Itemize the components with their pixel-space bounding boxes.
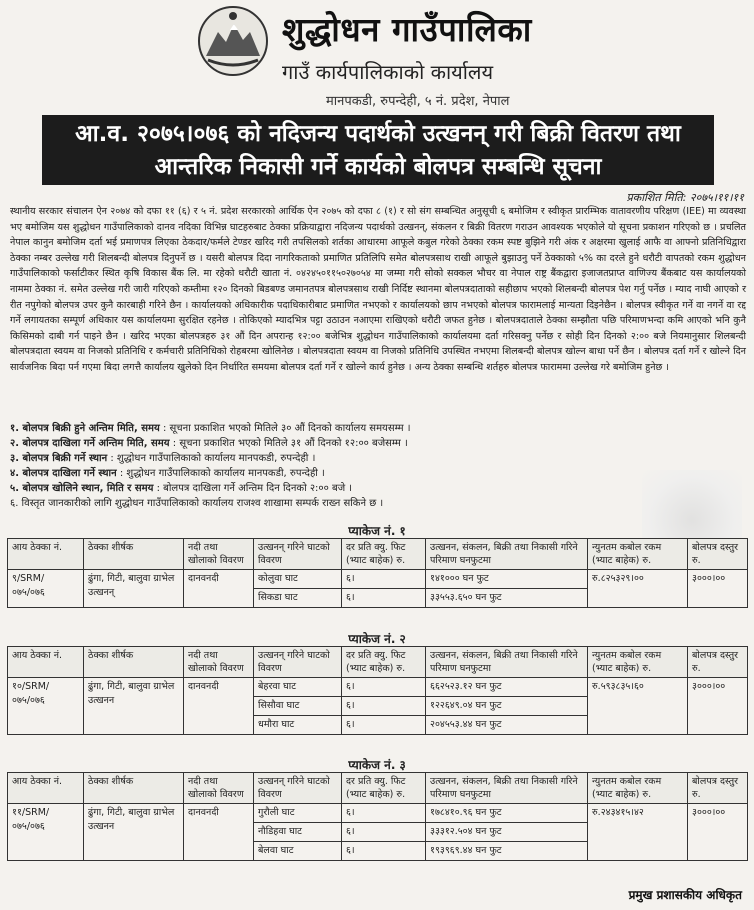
rate: ६। xyxy=(342,570,426,589)
point-item xyxy=(10,466,746,481)
col-header: उत्खनन् गरिने घाटको विवरण xyxy=(254,773,342,804)
min-bid: रु.२४३४१५।४२ xyxy=(588,804,688,861)
table-row xyxy=(8,678,748,697)
contract-title: ढुंगा, गिटी, बालुवा ग्राभेल उत्खनन xyxy=(84,804,184,861)
point-label: १. बोलपत्र बिक्री हुने अन्तिम मिति, समय xyxy=(10,423,160,434)
notice-banner xyxy=(42,115,714,185)
col-header: दर प्रति क्यु. फिट (भ्याट बाहेक) रु. xyxy=(342,647,426,678)
package-1-table xyxy=(7,538,748,608)
office-subtitle: गाउँ कार्यपालिकाको कार्यालय xyxy=(282,60,494,84)
package-3-title: प्याकेज नं. ३ xyxy=(348,758,406,772)
quantity: २०४५५३.४४ घन फुट xyxy=(426,716,588,735)
point-item xyxy=(10,481,746,496)
point-label: ३. बोलपत्र बिक्री गर्ने स्थान xyxy=(10,453,108,464)
quantity: ३३५५३.६५० घन फुट xyxy=(426,589,588,608)
col-header: दर प्रति क्यु. फिट (भ्याट बाहेक) रु. xyxy=(342,539,426,570)
contract-no: ११/SRM/ ०७५/०७६ xyxy=(8,804,84,861)
river: दानवनदी xyxy=(184,804,254,861)
package-1-title: प्याकेज नं. १ xyxy=(348,524,406,538)
rate: ६। xyxy=(342,589,426,608)
quantity: १२२६४९.०४ घन फुट xyxy=(426,697,588,716)
col-header: आय ठेक्का नं. xyxy=(8,539,84,570)
rate: ६। xyxy=(342,842,426,861)
point-value: ६. विस्तृत जानकारीको लागि शुद्धोधन गाउँपालिकाको कार्यालय राजश्व शाखामा सम्पर्क राख्न सकिने छ । xyxy=(10,498,384,509)
col-header: आय ठेक्का नं. xyxy=(8,647,84,678)
point-item xyxy=(10,421,746,436)
ghat-name: बेहरवा घाट xyxy=(254,678,342,697)
notice-body: स्थानीय सरकार संचालन ऐन २०७४ को दफा ११ (६) र ५ नं. प्रदेश सरकारको आर्थिक ऐन २०७५ को दफा ८ (१) र सो संग सम्बन्धित अनुसूची ६ बमोजिम र स्वीकृत प्रारम्भिक वातावरणीय परिक्षण (IEE) मा व्यवस्था भए बमोजिम यस शुद्धोधन गाउँपालिकाको दानव नदिका विभिन्न घाटहरुबाट ठेक्का प्रक्रियाद्वारा नदिजन्य पदार्थको उत्खनन्, संकलन र बिक्री वितरण गराउन आवश्यक भएकोले यो सूचना प्रकाशन गरिएको छ । प्रचलित नेपाल कानुन बमोजिम दर्ता भई प्रमाणपत्र लिएका ठेकदार/फर्मले टेण्डर खरिद गरी तपसिलको शर्तका आधारमा आफूले कबुल गरेको ठेक्का रकम स्पष्ट बुझिने गरी अंक र अक्षरमा खुलाई आफै वा आफ्नो प्रतिनिधिद्वारा ठेक्का नम्बर उल्लेख गरी शिलबन्दी बोलपत्र दिनुपर्ने छ । यसरी बोलपत्र दिदा नागरिकताको प्रमाणित प्रतिलिपि समेत बोलपत्रसाथ राखी आफूले बुझाउनु पर्ने ठेक्काको ५% का दरले हुने धरौटी वापतको रकम शुद्धोधन गाउँपालिकाको फर्साटीकर स्थित कृषि विकास बैंक लि. मा रहेको धरौटी खाता नं. ०४२४५०११५०२७०५४ मा जम्मा गरी सोको सक्कल भौचर वा नेपाल राष्ट्र बैंकद्वारा इजाजतप्राप्त वाणिज्य बैंकबाट यस कार्यालयको नाममा ठेक्का नं. समेत उल्लेख गरी जारी गरिएको कम्तीमा १२० दिनको बिडबण्ड जमानतपत्र बोलपत्रसाथ राखी निर्दिष्ट स्थानमा बोलपत्रदाताको सहीछाप भएको शिलबन्दी बोलपत्र पेश गर्नु पर्नेछ । म्याद नाघी आएको र रीत नपुगेको बोलपत्र उपर कुनै कारबाही गरिने छैन । कार्यालयको अधिकारीक पदाधिकारीबाट प्रमाणित नभएको र कार्यालयको छाप नभएको बोलपत्र फारामलाई मान्यता दिइनेछैन । बोलपत्र स्वीकृत गर्ने वा नगर्ने वा रद्द गर्ने लगायतका सम्पूर्ण अधिकार यस कार्यालयमा सुरक्षित रहनेछ । तोकिएको म्यादभित्र पट्टा उठाउन नआएमा राखिएको धरौटी जफत हुनेछ । बोलपत्रदाताले ठेक्का सम्झौता पछि परिमाणभन्दा कमि आएको भनि कुनै किसिमको दाबी गर्न पाइने छैन । खरिद भएका बोलपत्रहरु ३१ औं दिन अपरान्ह १२:०० बजेभित्र शुद्धोधन गाउँपालिकाको कार्यालयमा दर्ता गरिसक्नु पर्नेछ र सोही दिन दिनको २:०० बजे नियमानुसार शिलबन्दी बोलपत्रदाता स्वयम वा निजको प्रतिनिधि र कर्मचारी प्रतिनिधिको रोहबरमा खोलिनेछ । बोलपत्रदाता स्वयम वा निजको प्रतिनिधि उपस्थित नभएमा शिलबन्दी बोलपत्र खोल्न बाधा पर्ने छैन । बोलपत्र दर्ता गर्ने र खोल्ने दिन सार्वजनिक बिदा पर्न गएमा बिदा लगत्तै कार्यालय खुलेको दिन निर्धारित समयमा बोलपत्र दर्ता गर्ने र खोल्ने कार्य हुनेछ । अन्य ठेक्का सम्बन्धि शर्तहरु बोलपत्र फाराममा उल्लेख गरे बमोजिम हुनेछ । xyxy=(10,206,746,373)
table-header-row xyxy=(8,539,748,570)
table-row xyxy=(8,804,748,823)
table-header-row xyxy=(8,773,748,804)
points-list xyxy=(10,421,746,511)
header xyxy=(0,0,754,112)
rate: ६। xyxy=(342,804,426,823)
quantity: १४१००० घन फुट xyxy=(426,570,588,589)
col-header: न्युनतम कबोल रकम (भ्याट बाहेक) रु. xyxy=(588,647,688,678)
min-bid: रु.८२५३२९।०० xyxy=(588,570,688,608)
contract-no: १०/SRM/ ०७५/०७६ xyxy=(8,678,84,735)
col-header: ठेक्का शीर्षक xyxy=(84,539,184,570)
point-label: २. बोलपत्र दाखिला गर्ने अन्तिम मिति, समय xyxy=(10,438,170,449)
point-label: ५. बोलपत्र खोलिने स्थान, मिति र समय xyxy=(10,483,154,494)
package-2-title: प्याकेज नं. २ xyxy=(348,632,406,646)
col-header: बोलपत्र दस्तुर रु. xyxy=(688,539,748,570)
point-item xyxy=(10,451,746,466)
col-header: आय ठेक्का नं. xyxy=(8,773,84,804)
point-label: ४. बोलपत्र दाखिला गर्ने स्थान xyxy=(10,468,117,479)
published-date: प्रकाशित मिति: २०७५।११।११ xyxy=(626,191,744,204)
col-header: बोलपत्र दस्तुर रु. xyxy=(688,647,748,678)
point-value: : शुद्धोधन गाउँपालिकाको कार्यालय मानपकडी, रुपन्देही । xyxy=(110,453,316,464)
point-item xyxy=(10,436,746,451)
col-header: उत्खनन, संकलन, बिक्री तथा निकासी गरिने परिमाण घनफुटमा xyxy=(426,647,588,678)
point-item xyxy=(10,496,746,511)
rate: ६। xyxy=(342,716,426,735)
municipality-title: शुद्धोधन गाउँपालिका xyxy=(282,10,532,49)
quantity: १७८४१०.९६ घन फुट xyxy=(426,804,588,823)
river: दानवनदी xyxy=(184,570,254,608)
rate: ६। xyxy=(342,697,426,716)
contract-no: ९/SRM/ ०७५/०७६ xyxy=(8,570,84,608)
contract-title: ढुंगा, गिटी, बालुवा ग्राभेल उत्खनन् xyxy=(84,570,184,608)
col-header: उत्खनन् गरिने घाटको विवरण xyxy=(254,647,342,678)
col-header: उत्खनन् गरिने घाटको विवरण xyxy=(254,539,342,570)
nepal-emblem-icon xyxy=(196,4,270,78)
fee: ३०००।०० xyxy=(688,804,748,861)
banner-line-2: आन्तरिक निकासी गर्ने कार्यको बोलपत्र सम्बन्धि सूचना xyxy=(154,154,602,180)
col-header: नदी तथा खोलाको विवरण xyxy=(184,773,254,804)
fee: ३०००।०० xyxy=(688,570,748,608)
quantity: १९३९६९.४४ घन फुट xyxy=(426,842,588,861)
quantity: ६६२५२३.१२ घन फुट xyxy=(426,678,588,697)
office-address: मानपकडी, रुपन्देही, ५ नं. प्रदेश, नेपाल xyxy=(326,94,510,109)
col-header: उत्खनन, संकलन, बिक्री तथा निकासी गरिने परिमाण घनफुटमा xyxy=(426,773,588,804)
ghat-name: सिसौवा घाट xyxy=(254,697,342,716)
min-bid: रु.५९३८३५।६० xyxy=(588,678,688,735)
signature-title: प्रमुख प्रशासकीय अधिकृत xyxy=(628,888,742,902)
col-header: दर प्रति क्यु. फिट (भ्याट बाहेक) रु. xyxy=(342,773,426,804)
table-row xyxy=(8,570,748,589)
banner-line-1: आ.व. २०७५।०७६ को नदिजन्य पदार्थको उत्खनन् गरी बिक्री वितरण तथा xyxy=(75,121,681,147)
package-3-table xyxy=(7,772,748,861)
table-header-row xyxy=(8,647,748,678)
point-value: : बोलपत्र दाखिला गर्ने अन्तिम दिन दिनको २:०० बजे । xyxy=(156,483,353,494)
point-value: : सूचना प्रकाशित भएको मितिले ३० औं दिनको कार्यालय समयसम्म । xyxy=(162,423,411,434)
col-header: उत्खनन, संकलन, बिक्री तथा निकासी गरिने परिमाण घनफुटमा xyxy=(426,539,588,570)
col-header: बोलपत्र दस्तुर रु. xyxy=(688,773,748,804)
river: दानवनदी xyxy=(184,678,254,735)
col-header: नदी तथा खोलाको विवरण xyxy=(184,539,254,570)
col-header: न्युनतम कबोल रकम (भ्याट बाहेक) रु. xyxy=(588,539,688,570)
ghat-name: कोलुवा घाट xyxy=(254,570,342,589)
rate: ६। xyxy=(342,678,426,697)
ghat-name: नौडिहवा घाट xyxy=(254,823,342,842)
ghat-name: सिकडा घाट xyxy=(254,589,342,608)
point-value: : सूचना प्रकाशित भएको मितिले ३१ औं दिनको १२:०० बजेसम्म । xyxy=(172,438,408,449)
point-value: : शुद्धोधन गाउँपालिकाको कार्यालय मानपकडी, रुपन्देही । xyxy=(119,468,325,479)
ghat-name: गुरौली घाट xyxy=(254,804,342,823)
ghat-name: बेलवा घाट xyxy=(254,842,342,861)
rate: ६। xyxy=(342,823,426,842)
package-2-table xyxy=(7,646,748,735)
ghat-name: धमौरा घाट xyxy=(254,716,342,735)
col-header: न्युनतम कबोल रकम (भ्याट बाहेक) रु. xyxy=(588,773,688,804)
col-header: ठेक्का शीर्षक xyxy=(84,647,184,678)
col-header: नदी तथा खोलाको विवरण xyxy=(184,647,254,678)
col-header: ठेक्का शीर्षक xyxy=(84,773,184,804)
fee: ३०००।०० xyxy=(688,678,748,735)
quantity: ३३३१२.५०४ घन फुट xyxy=(426,823,588,842)
contract-title: ढुंगा, गिटी, बालुवा ग्राभेल उत्खनन xyxy=(84,678,184,735)
